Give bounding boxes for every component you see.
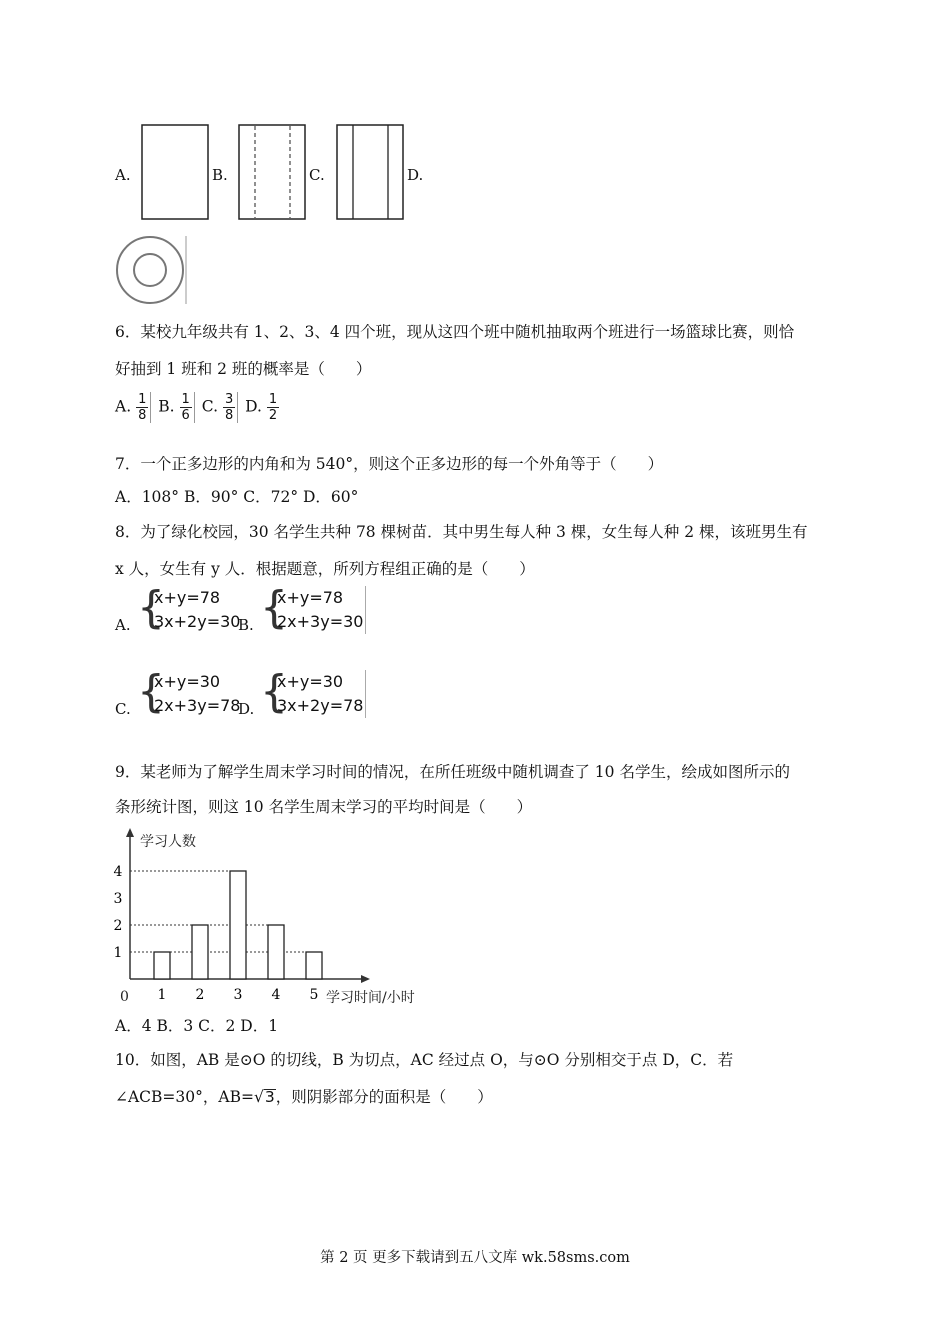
x-tick-label: 4: [271, 987, 281, 1003]
q6-option-b-label: B.: [158, 397, 175, 416]
bar-2: [192, 925, 208, 979]
q8-text-line2: x 人，女生有 y 人．根据题意，所列方程组正确的是（ ）: [115, 560, 535, 578]
bar-4: [268, 925, 284, 979]
bar-3: [230, 871, 246, 979]
q6-fraction-c: $\frac{3}{8}$: [224, 392, 234, 423]
ring-figure: [112, 234, 188, 306]
q8-system-b-brace: {: [260, 582, 288, 633]
q8-system-c-brace: {: [137, 666, 165, 717]
x-tick-label: 5: [309, 987, 319, 1003]
y-tick-label: 1: [113, 945, 123, 961]
q5-option-b-figure: [238, 124, 306, 220]
q8-system-a-brace: {: [137, 582, 165, 633]
x-tick-label: 2: [195, 987, 205, 1003]
bar-chart: [112, 826, 432, 1004]
q5-option-a-figure: [141, 124, 209, 220]
q5-option-c-figure: [336, 124, 404, 220]
q10-text-pre: ∠ACB=30°，AB=: [115, 1088, 254, 1106]
q8-system-d-brace: {: [260, 666, 288, 717]
q8-option-a-label: A.: [115, 616, 131, 634]
q8-system-c: x+y=30 2x+3y=78: [154, 672, 241, 715]
q8-option-b-label: B.: [238, 616, 254, 634]
bar-5: [306, 952, 322, 979]
q7-options: A．108° B．90° C．72° D．60°: [115, 488, 359, 506]
q8-option-d-label: D.: [238, 700, 255, 718]
q6-text-line2: 好抽到 1 班和 2 班的概率是（ ）: [115, 360, 372, 378]
q10-text-post: ，则阴影部分的面积是（ ）: [275, 1088, 493, 1106]
y-axis-arrow: [126, 828, 134, 837]
q6-option-a-label: A.: [115, 397, 132, 416]
y-tick-label: 2: [113, 918, 123, 934]
x-axis-arrow: [361, 975, 370, 983]
y-tick-label: 4: [113, 864, 123, 880]
q6-option-c-label: C.: [201, 397, 218, 416]
q9-text-line1: 9．某老师为了解学生周末学习时间的情况，在所任班级中随机调查了 10 名学生，绘成如图所示的: [115, 763, 790, 781]
q5-option-c-label: C.: [309, 166, 325, 184]
q6-fraction-a: $\frac{1}{8}$: [138, 392, 147, 423]
q6-text-line1: 6．某校九年级共有 1、2、3、4 四个班，现从这四个班中随机抽取两个班进行一场篮球比赛，则恰: [115, 323, 795, 341]
bar-1: [154, 952, 170, 979]
q8-option-c-label: C.: [115, 700, 131, 718]
y-axis-title: 学习人数: [140, 834, 196, 850]
page-footer: 第 2 页 更多下载请到五八文库 wk.58sms.com: [320, 1250, 630, 1266]
y-tick-label: 3: [113, 891, 123, 907]
q6-option-d-label: D.: [245, 397, 262, 416]
q9-text-line2: 条形统计图，则这 10 名学生周末学习的平均时间是（ ）: [115, 798, 533, 816]
q8-system-a: x+y=78 3x+2y=30: [154, 588, 241, 631]
q6-options: [115, 392, 279, 423]
q5-option-a-label: A.: [115, 166, 131, 184]
q8-system-b: x+y=78 2x+3y=30: [277, 586, 366, 634]
origin-label: 0: [120, 989, 129, 1004]
x-tick-label: 3: [233, 987, 243, 1003]
q6-fraction-b: $\frac{1}{6}$: [181, 392, 190, 423]
x-tick-label: 1: [157, 987, 167, 1003]
q6-fraction-d: $\frac{1}{2}$: [268, 392, 278, 423]
q8-text-line1: 8．为了绿化校园，30 名学生共种 78 棵树苗．其中男生每人种 3 棵，女生每人种 2 棵，该班男生有: [115, 523, 808, 541]
q7-text-line1: 7．一个正多边形的内角和为 540°，则这个正多边形的每一个外角等于（ ）: [115, 455, 664, 473]
q9-options: A．4 B．3 C．2 D．1: [115, 1017, 279, 1035]
q5-option-b-label: B.: [212, 166, 228, 184]
q5-option-d-label: D.: [407, 166, 424, 184]
q10-text-line2: ∠ACB=30°，AB=√3，则阴影部分的面积是（ ）: [115, 1088, 493, 1106]
q8-system-d: x+y=30 3x+2y=78: [277, 670, 366, 718]
q10-text-line1: 10．如图，AB 是⊙O 的切线，B 为切点，AC 经过点 O，与⊙O 分别相交于点 D，C．若: [115, 1051, 734, 1069]
x-axis-title: 学习时间/小时: [326, 990, 415, 1004]
q10-sqrt-value: 3: [264, 1088, 275, 1106]
